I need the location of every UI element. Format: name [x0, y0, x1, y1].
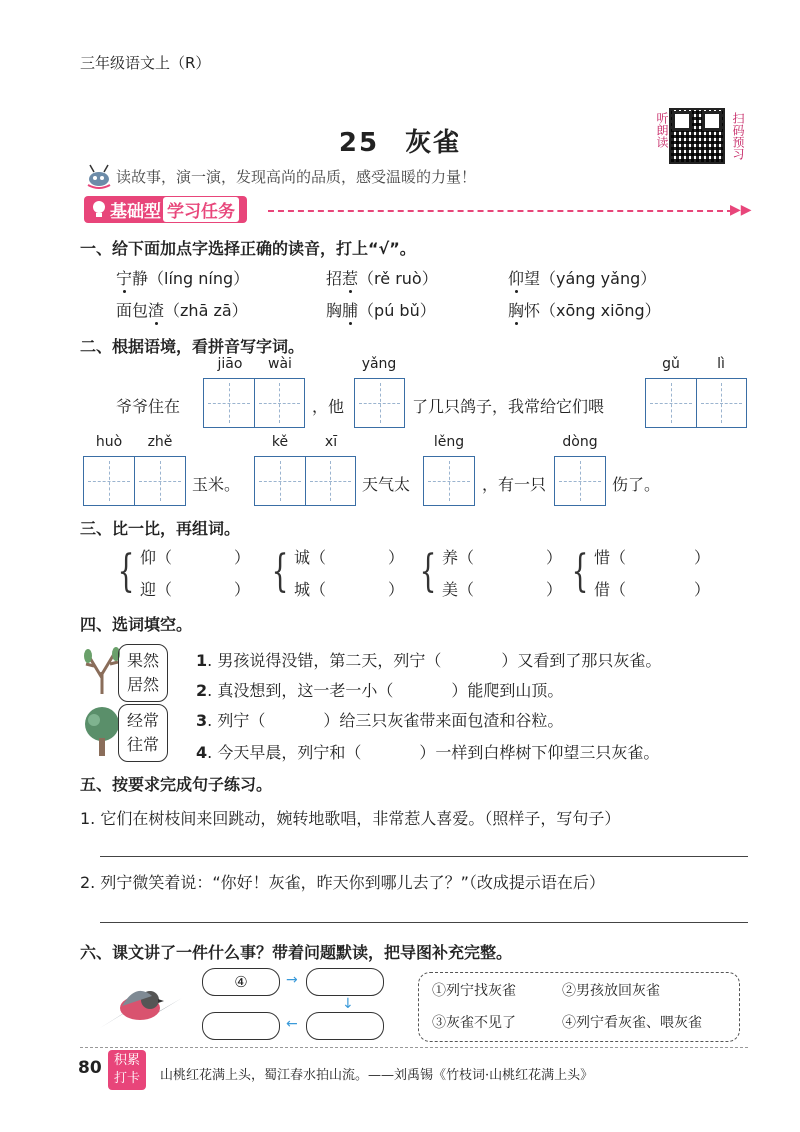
q2-text: 伤了。	[612, 475, 661, 494]
compare-pair: { 惜（ ） 借（ ）	[571, 546, 711, 599]
lightbulb-icon	[90, 199, 108, 219]
q4-title: 四、选词填空。	[80, 615, 193, 634]
pinyin-label: kě	[271, 434, 289, 450]
bird-icon	[92, 972, 192, 1038]
lesson-number: 25	[338, 128, 380, 158]
pinyin-label: zhě	[147, 434, 173, 450]
q4-sentence-4: 4. 今天早晨，列宁和（ ）一样到白桦树下仰望三只灰雀。	[196, 743, 660, 762]
compare-pair: { 仰（ ） 迎（ ）	[117, 546, 251, 599]
flow-box-1[interactable]: ④	[202, 968, 280, 996]
arrow-left-icon: ←	[286, 1016, 298, 1032]
pinyin-label: gǔ	[662, 356, 680, 372]
arrow-down-icon: ↓	[342, 996, 354, 1012]
grade-header: 三年级语文上（R）	[80, 54, 211, 72]
q3-title: 三、比一比，再组词。	[80, 519, 241, 538]
reading-bug-icon	[82, 163, 116, 189]
footer-divider	[80, 1047, 748, 1048]
q2-text: 天气太	[362, 475, 411, 494]
flow-box-4[interactable]	[202, 1012, 280, 1040]
q2-text: ，他	[312, 397, 345, 416]
q1-item-3: 仰望（yáng yǎng）	[508, 269, 657, 288]
footer-badge: 积累 打卡	[108, 1050, 146, 1090]
flow-box-2[interactable]	[306, 968, 384, 996]
q2-text: 爷爷住在	[116, 397, 181, 416]
pinyin-label: lěng	[433, 434, 465, 450]
writing-grid[interactable]	[645, 378, 747, 428]
intro-line	[82, 162, 476, 190]
brace-icon: {	[571, 546, 589, 597]
section-divider	[268, 210, 733, 212]
q2-text: ，有一只	[482, 475, 547, 494]
pinyin-label: jiāo	[217, 356, 243, 372]
qr-right-label: 扫码预习	[731, 112, 745, 160]
qr-code-icon[interactable]	[669, 108, 725, 164]
page-number: 80	[78, 1058, 102, 1078]
brace-icon: {	[117, 546, 135, 597]
section-label: 学习任务	[163, 197, 239, 222]
qr-area[interactable]	[655, 108, 750, 168]
word-choice-box-2: 经常 往常	[118, 704, 168, 762]
q1-item-4: 面包渣（zhā zā）	[116, 301, 248, 320]
compare-pair: { 诚（ ） 城（ ）	[271, 546, 405, 599]
writing-grid[interactable]	[354, 378, 405, 428]
section-prefix: 基础型	[110, 201, 161, 222]
writing-grid[interactable]	[83, 456, 186, 506]
q4-sentence-2: 2. 真没想到，这一老一小（ ）能爬到山顶。	[196, 681, 564, 700]
pinyin-label: huò	[95, 434, 123, 450]
brace-icon: {	[271, 546, 289, 597]
option-1: ①列宁找灰雀	[432, 983, 516, 999]
arrow-right-icon: →	[286, 972, 298, 988]
writing-grid[interactable]	[254, 456, 356, 506]
q4-sentence-3: 3. 列宁（ ）给三只灰雀带来面包渣和谷粒。	[196, 711, 564, 730]
q6-title: 六、课文讲了一件什么事？带着问题默读，把导图补充完整。	[80, 943, 513, 962]
pinyin-label: xī	[324, 434, 338, 450]
q2-text: 了几只鸽子，我常给它们喂	[412, 397, 605, 416]
q1-item-2: 招惹（rě ruò）	[326, 269, 438, 288]
q4-sentence-1: 1. 男孩说得没错，第二天，列宁（ ）又看到了那只灰雀。	[196, 651, 662, 670]
footer-quote: 山桃红花满上头，蜀江春水拍山流。——刘禹锡《竹枝词·山桃红花满上头》	[160, 1068, 594, 1083]
writing-grid[interactable]	[203, 378, 305, 428]
option-2: ②男孩放回灰雀	[562, 983, 660, 999]
option-4: ④列宁看灰雀、喂灰雀	[562, 1015, 702, 1031]
pinyin-label: dòng	[562, 434, 598, 450]
q2-title: 二、根据语境，看拼音写字词。	[80, 337, 305, 356]
pinyin-label: yǎng	[361, 356, 397, 372]
pinyin-label: wài	[268, 356, 292, 372]
q1-item-1: 宁静（líng níng）	[116, 269, 250, 288]
intro-text: 读故事，演一演，发现高尚的品质，感受温暖的力量！	[116, 167, 477, 186]
q1-title: 一、给下面加点字选择正确的读音，打上“√”。	[80, 239, 416, 258]
lesson-name: 灰雀	[405, 128, 462, 158]
answer-line-2[interactable]	[100, 922, 748, 923]
brace-icon: {	[419, 546, 437, 597]
answer-line-1[interactable]	[100, 856, 748, 857]
flow-box-3[interactable]	[306, 1012, 384, 1040]
qr-left-label: 听朗读	[655, 112, 669, 148]
option-3: ③灰雀不见了	[432, 1015, 516, 1031]
compare-pair: { 养（ ） 美（ ）	[419, 546, 563, 599]
section-badge	[84, 196, 247, 222]
arrow-right-icon: ▶▶	[730, 202, 752, 218]
pinyin-label: lì	[717, 356, 725, 372]
q5-sentence-1: 1. 它们在树枝间来回跳动，婉转地歌唱，非常惹人喜爱。（照样子，写句子）	[80, 809, 621, 828]
q1-item-5: 胸脯（pú bǔ）	[326, 301, 436, 320]
writing-grid[interactable]	[423, 456, 475, 506]
q5-title: 五、按要求完成句子练习。	[80, 775, 273, 794]
writing-grid[interactable]	[554, 456, 606, 506]
q5-sentence-2: 2. 列宁微笑着说：“你好！灰雀，昨天你到哪儿去了？”（改成提示语在后）	[80, 873, 605, 892]
q1-item-6: 胸怀（xōng xiōng）	[508, 301, 661, 320]
word-choice-box-1: 果然 居然	[118, 644, 168, 702]
q2-text: 玉米。	[192, 475, 241, 494]
